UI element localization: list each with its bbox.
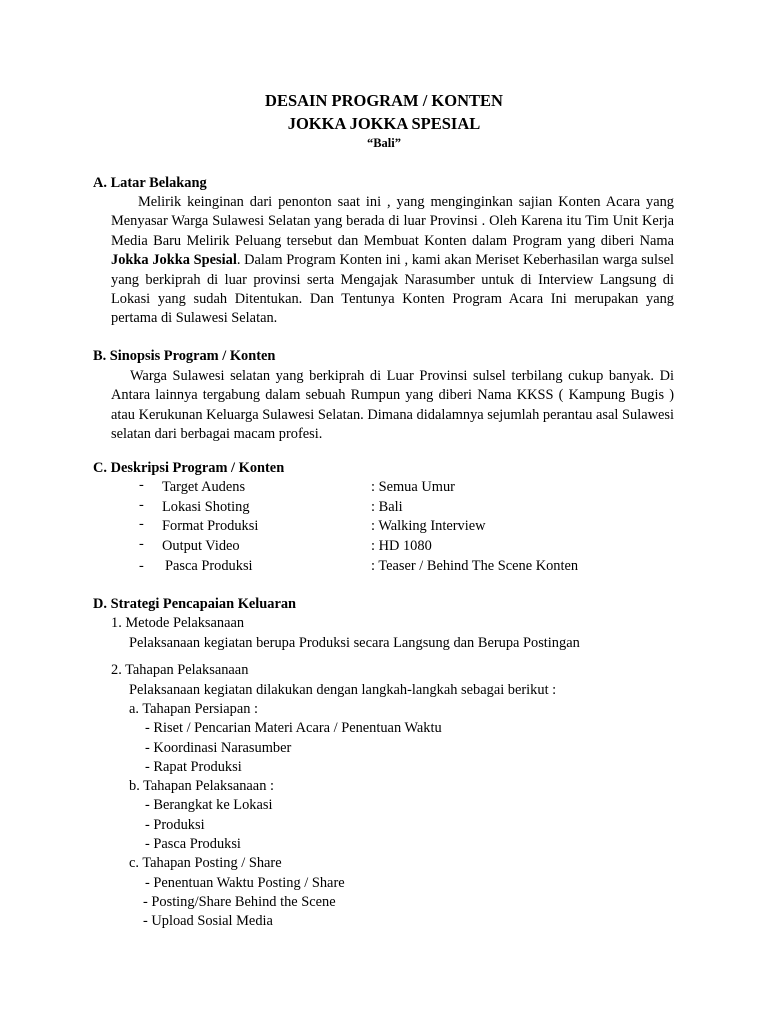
list-item: - Penentuan Waktu Posting / Share [145, 875, 345, 891]
location-subtitle: “Bali” [366, 136, 402, 150]
program-name-bold: Jokka Jokka Spesial [111, 252, 237, 269]
tahapan-title: 2. Tahapan Pelaksanaan [111, 662, 249, 678]
spec-value: : Walking Interview [371, 518, 486, 534]
spec-label: Target Audens [162, 479, 246, 495]
spec-value: : Semua Umur [371, 479, 455, 495]
section-b-paragraph [111, 367, 674, 445]
pelaksanaan-title: b. Tahapan Pelaksanaan : [129, 778, 274, 794]
section-b-text: Warga Sulawesi selatan yang berkiprah di Luar Provinsi sulsel terbilang cukup banyak. Di Antara lainnya tergabung dalam sebuah Rumpun yang diberi Nama KKSS ( Kampung Bugis ) atau Kerukunan Keluarga Sulawesi Selatan. Dimana didalamnya sejumlah perantau asal Sulawesi selatan dari berbagai macam profesi. [111, 368, 674, 443]
list-item: - Posting/Share Behind the Scene [143, 894, 336, 910]
section-d-heading: D. Strategi Pencapaian Keluaran [93, 596, 297, 612]
list-item: - Rapat Produksi [145, 759, 242, 775]
spec-dash: - [139, 516, 144, 532]
spec-dash: - [139, 477, 144, 493]
list-item: - Riset / Pencarian Materi Acara / Penentuan Waktu [145, 720, 442, 736]
spec-label: Format Produksi [162, 518, 259, 534]
spec-value: : Teaser / Behind The Scene Konten [371, 558, 579, 574]
section-a-heading: A. Latar Belakang [93, 175, 207, 191]
document-title: DESAIN PROGRAM / KONTEN [265, 91, 503, 110]
spec-label: Lokasi Shoting [162, 499, 250, 515]
persiapan-title: a. Tahapan Persiapan : [129, 701, 258, 717]
section-a-text-2: . Dalam Program Konten ini , kami akan Meriset Keberhasilan warga sulsel yang berkiprah di luar provinsi serta Mengajak Narasumber untuk di Interview Langsung di Lokasi yang sudah Ditentukan. Dan Tentunya Konten Program Acara Ini merupakan yang pertama di Sulawesi Selatan. [111, 252, 674, 327]
list-item: - Koordinasi Narasumber [145, 740, 292, 756]
spec-dash: - [139, 536, 144, 552]
section-a-text-1: Melirik keinginan dari penonton saat ini , yang menginginkan sajian Konten Acara yang Menyasar Warga Sulawesi Selatan yang berada di luar Provinsi . Oleh Karena itu Tim Unit Kerja Media Baru Melirik Peluang tersebut dan Membuat Konten dalam Program yang diberi Nama [111, 194, 674, 249]
section-a-paragraph [111, 193, 674, 329]
list-item: - Upload Sosial Media [143, 913, 273, 929]
spec-value: : HD 1080 [371, 538, 432, 554]
posting-title: c. Tahapan Posting / Share [129, 855, 282, 871]
spec-dash: - [139, 558, 144, 574]
section-c-heading: C. Deskripsi Program / Konten [93, 460, 285, 476]
list-item: - Berangkat ke Lokasi [145, 797, 273, 813]
spec-value: : Bali [371, 499, 403, 515]
list-item: - Produksi [145, 817, 205, 833]
metode-text: Pelaksanaan kegiatan berupa Produksi secara Langsung dan Berupa Postingan [129, 635, 580, 651]
spec-label: Pasca Produksi [165, 558, 253, 574]
spec-dash: - [139, 497, 144, 513]
metode-title: 1. Metode Pelaksanaan [111, 615, 245, 631]
list-item: - Pasca Produksi [145, 836, 241, 852]
tahapan-intro: Pelaksanaan kegiatan dilakukan dengan langkah-langkah sebagai berikut : [129, 682, 557, 698]
spec-label: Output Video [162, 538, 240, 554]
section-b-heading: B. Sinopsis Program / Konten [93, 348, 276, 364]
program-title: JOKKA JOKKA SPESIAL [287, 114, 481, 133]
